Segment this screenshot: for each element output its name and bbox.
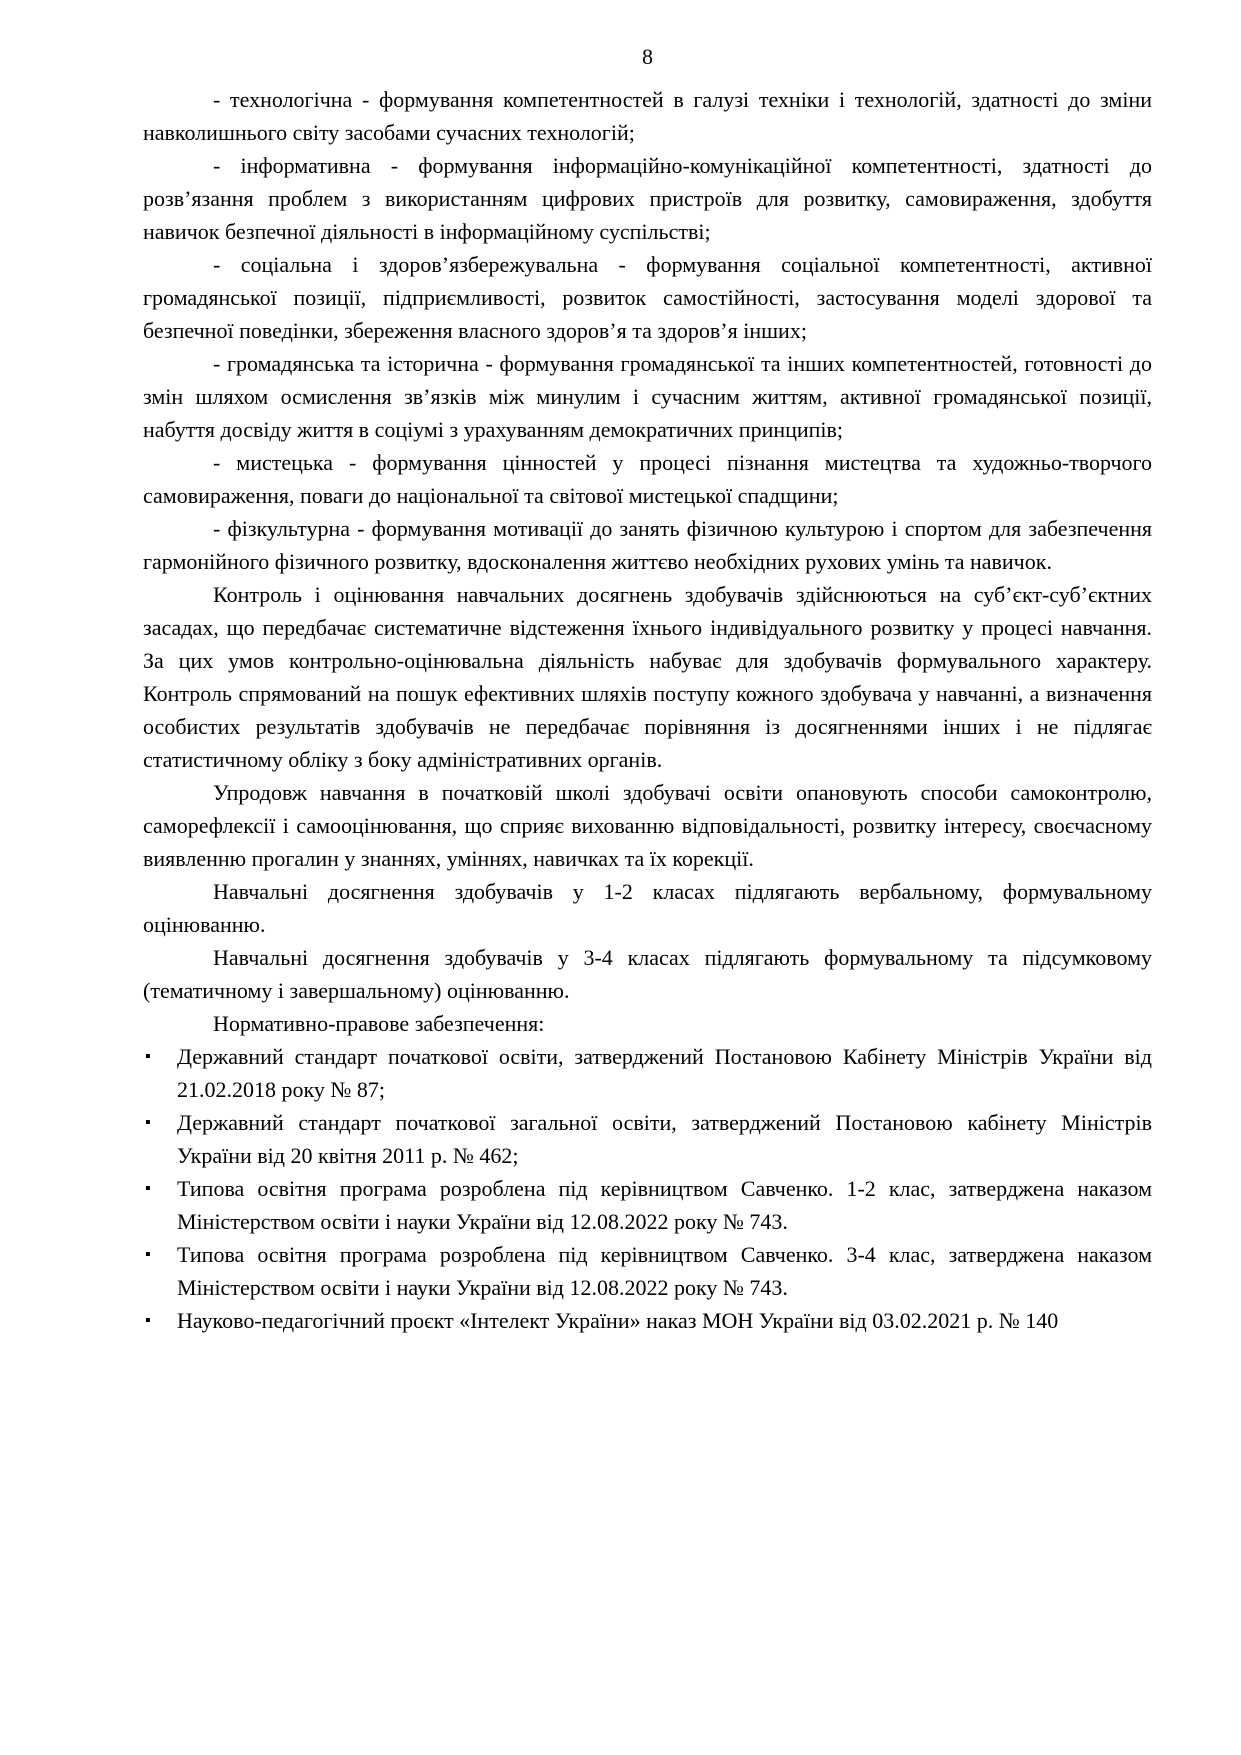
- paragraph-technological: - технологічна - формування компетентностей в галузі техніки і технологій, здатності до зміни навколишнього світу засобами сучасних технологій;: [143, 87, 1152, 145]
- paragraph-artistic: - мистецька - формування цінностей у процесі пізнання мистецтва та художньо-творчого самовираження, поваги до національної та світової мистецької спадщини;: [143, 450, 1152, 508]
- list-item-text: Державний стандарт початкової освіти, затверджений Постановою Кабінету Міністрів України від 21.02.2018 року № 87;: [177, 1044, 1152, 1102]
- paragraph-control-assessment: Контроль і оцінювання навчальних досягнень здобувачів здійснюються на суб’єкт-суб’єктних засадах, що передбачає систематичне відстеження їхнього індивідуального розвитку у процесі навчання. За цих умов контрольно-оцінювальна діяльність набуває для здобувачів формувального характеру. Контроль спрямований на пошук ефективних шляхів поступу кожного здобувача у навчанні, а визначення особистих результатів здобувачів не передбачає порівняння із досягненнями інших і не підлягає статистичному обліку з боку адміністративних органів.: [143, 582, 1152, 772]
- list-item: [143, 1238, 1152, 1304]
- paragraph-grades-3-4: Навчальні досягнення здобувачів у 3-4 класах підлягають формувальному та підсумковому (тематичному і завершальному) оцінюванню.: [143, 945, 1152, 1003]
- paragraph-informative: - інформативна - формування інформаційно-комунікаційної компетентності, здатності до розв’язання проблем з використанням цифрових пристроїв для розвитку, самовираження, здобуття навичок безпечної діяльності в інформаційному суспільстві;: [143, 153, 1152, 244]
- list-item-text: Державний стандарт початкової загальної освіти, затверджений Постановою кабінету Міністрів України від 20 квітня 2011 р. № 462;: [177, 1110, 1152, 1168]
- square-bullet-icon: ▪: [145, 1246, 151, 1263]
- list-item: [143, 1040, 1152, 1106]
- paragraph-civic-historic: - громадянська та історична - формування громадянської та інших компетентностей, готовності до змін шляхом осмислення зв’язків між минулим і сучасним життям, активної громадянської позиції, набуття досвіду життя в соціумі з урахуванням демократичних принципів;: [143, 351, 1152, 442]
- square-bullet-icon: ▪: [145, 1312, 151, 1329]
- paragraph-legal-heading: Нормативно-правове забезпечення:: [213, 1011, 545, 1036]
- list-item-text: Типова освітня програма розроблена під керівництвом Савченко. 1-2 клас, затверджена наказом Міністерством освіти і науки України від 12.08.2022 року № 743.: [177, 1176, 1152, 1234]
- list-item-text: Типова освітня програма розроблена під керівництвом Савченко. 3-4 клас, затверджена наказом Міністерством освіти і науки України від 12.08.2022 року № 743.: [177, 1242, 1152, 1300]
- page-number: 8: [642, 44, 653, 69]
- list-item-text: Науково-педагогічний проєкт «Інтелект України» наказ МОН України від 03.02.2021 р. № 140: [177, 1308, 1059, 1333]
- list-item: [143, 1304, 1152, 1337]
- document-body: [143, 83, 1152, 1337]
- paragraph-self-control: Упродовж навчання в початковій школі здобувачі освіти опановують способи самоконтролю, саморефлексії і самооцінювання, що сприяє вихованню відповідальності, розвитку інтересу, своєчасному виявленню прогалин у знаннях, уміннях, навичках та їх корекції.: [143, 780, 1152, 871]
- square-bullet-icon: ▪: [145, 1180, 151, 1197]
- list-item: [143, 1172, 1152, 1238]
- legal-references-list: [143, 1040, 1152, 1337]
- square-bullet-icon: ▪: [145, 1048, 151, 1065]
- paragraph-grades-1-2: Навчальні досягнення здобувачів у 1-2 класах підлягають вербальному, формувальному оцінюванню.: [143, 879, 1152, 937]
- paragraph-physical: - фізкультурна - формування мотивації до занять фізичною культурою і спортом для забезпечення гармонійного фізичного розвитку, вдосконалення життєво необхідних рухових умінь та навичок.: [143, 516, 1152, 574]
- paragraph-social-health: - соціальна і здоров’язбережувальна - формування соціальної компетентності, активної громадянської позиції, підприємливості, розвиток самостійності, застосування моделі здорової та безпечної поведінки, збереження власного здоров’я та здоров’я інших;: [143, 252, 1152, 343]
- square-bullet-icon: ▪: [145, 1114, 151, 1131]
- list-item: [143, 1106, 1152, 1172]
